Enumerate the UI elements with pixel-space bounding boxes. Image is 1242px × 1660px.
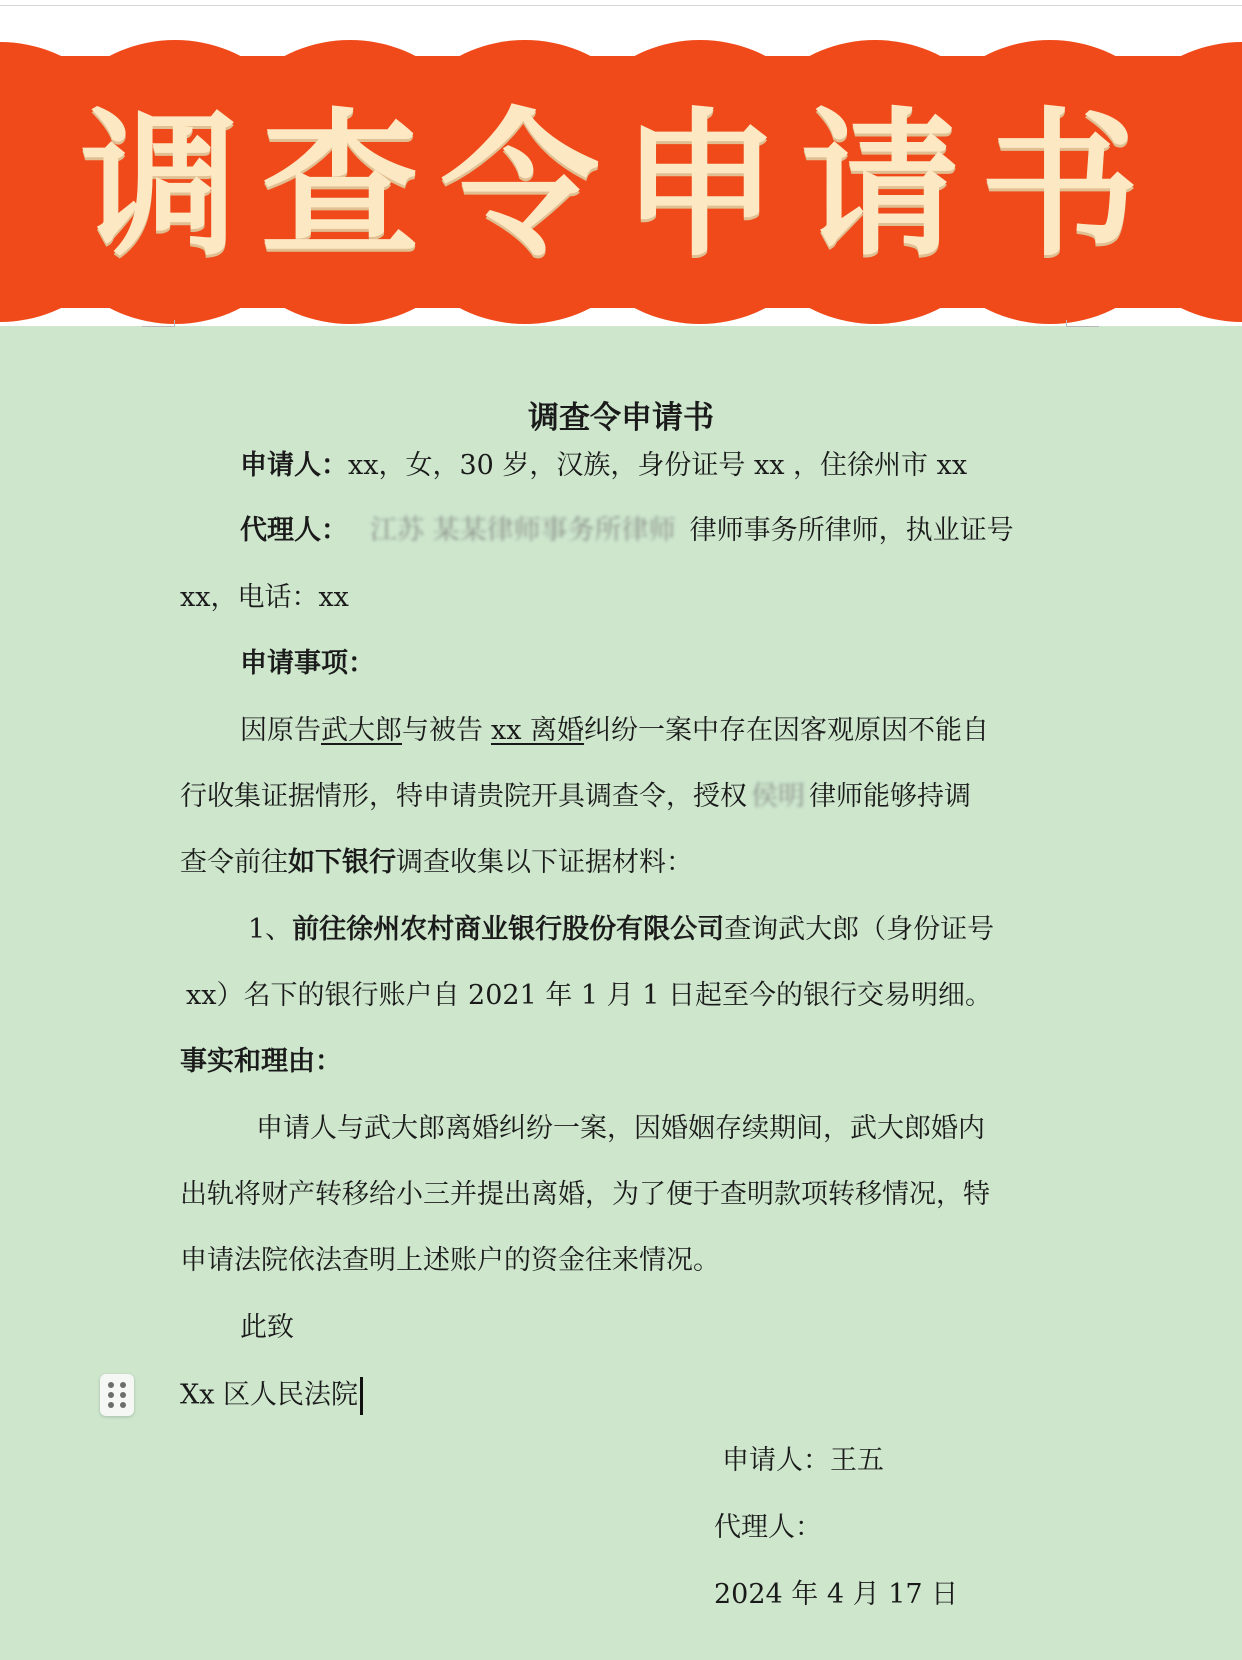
item-1-line-1 (248, 912, 994, 948)
signature-applicant-name: 王五 (830, 1445, 884, 1476)
court-name: Xx 区人民法院 (180, 1379, 359, 1411)
facts-para-line-1: 申请人与武大郎离婚纠纷一案，因婚姻存续期间，武大郎婚内 (256, 1113, 985, 1144)
item-number: 1、 (248, 914, 293, 945)
request-para-line-2 (180, 779, 971, 815)
agent-redacted-firm: 江苏 某某律师事务所律师 (370, 515, 676, 546)
redacted-lawyer-name: 侯明 (751, 781, 805, 812)
facts-para-line-3: 申请法院依法查明上述账户的资金往来情况。 (180, 1245, 720, 1276)
agent-line-2: xx，电话：xx (180, 582, 349, 613)
drag-handle-icon[interactable] (100, 1374, 134, 1416)
facts-heading: 事实和理由： (180, 1046, 342, 1077)
signature-applicant-label: 申请人： (722, 1445, 830, 1476)
request-text: 因原告 (240, 715, 321, 746)
item-1-line-2: xx）名下的银行账户自 2021 年 1 月 1 日起至今的银行交易明细。 (186, 980, 993, 1011)
request-text: 查令前往 (180, 847, 288, 878)
request-text: 行收集证据情形，特申请贵院开具调查令，授权 (180, 781, 747, 812)
request-text: 纠纷一案中存在因客观原因不能自 (584, 715, 990, 746)
applicant-line (240, 448, 967, 484)
banner-title: 调查令申请书 (81, 94, 1161, 278)
request-text: 与被告 (402, 715, 483, 746)
request-para-line-3 (180, 845, 693, 881)
signature-applicant (722, 1443, 884, 1479)
page-margin-mark-right (1066, 320, 1099, 327)
applicant-text: xx，女，30 岁，汉族，身份证号 xx ，住徐州市 xx (348, 450, 968, 481)
agent-text: 律师事务所律师，执业证号 (689, 515, 1014, 546)
title-banner (0, 36, 1242, 328)
request-heading: 申请事项： (240, 648, 375, 679)
request-para-line-1 (240, 713, 989, 749)
request-text: 律师能够持调 (809, 781, 971, 812)
agent-line (240, 513, 1014, 549)
signature-date: 2024 年 4 月 17 日 (714, 1579, 959, 1610)
defendant-name: xx 离婚 (491, 715, 585, 746)
signature-agent (714, 1510, 932, 1546)
plaintiff-name: 武大郎 (321, 715, 402, 746)
signature-agent-label: 代理人： (714, 1512, 822, 1543)
item-text: 查询武大郎（身份证号 (724, 914, 995, 945)
request-bold-text: 如下银行 (288, 847, 396, 878)
court-line[interactable] (180, 1377, 363, 1415)
document-title: 调查令申请书 (528, 400, 714, 436)
request-text: 调查收集以下证据材料： (396, 847, 693, 878)
signature-agent-redacted (822, 1516, 932, 1542)
facts-para-line-2: 出轨将财产转移给小三并提出离婚，为了便于查明款项转移情况，特 (180, 1179, 990, 1210)
text-cursor (360, 1377, 363, 1415)
bank-name: 前往徐州农村商业银行股份有限公司 (292, 914, 725, 945)
page-margin-mark-left (142, 320, 175, 327)
agent-label: 代理人： (240, 515, 348, 546)
top-border (0, 5, 1242, 6)
applicant-label: 申请人： (240, 450, 348, 481)
salutation: 此致 (240, 1312, 294, 1343)
